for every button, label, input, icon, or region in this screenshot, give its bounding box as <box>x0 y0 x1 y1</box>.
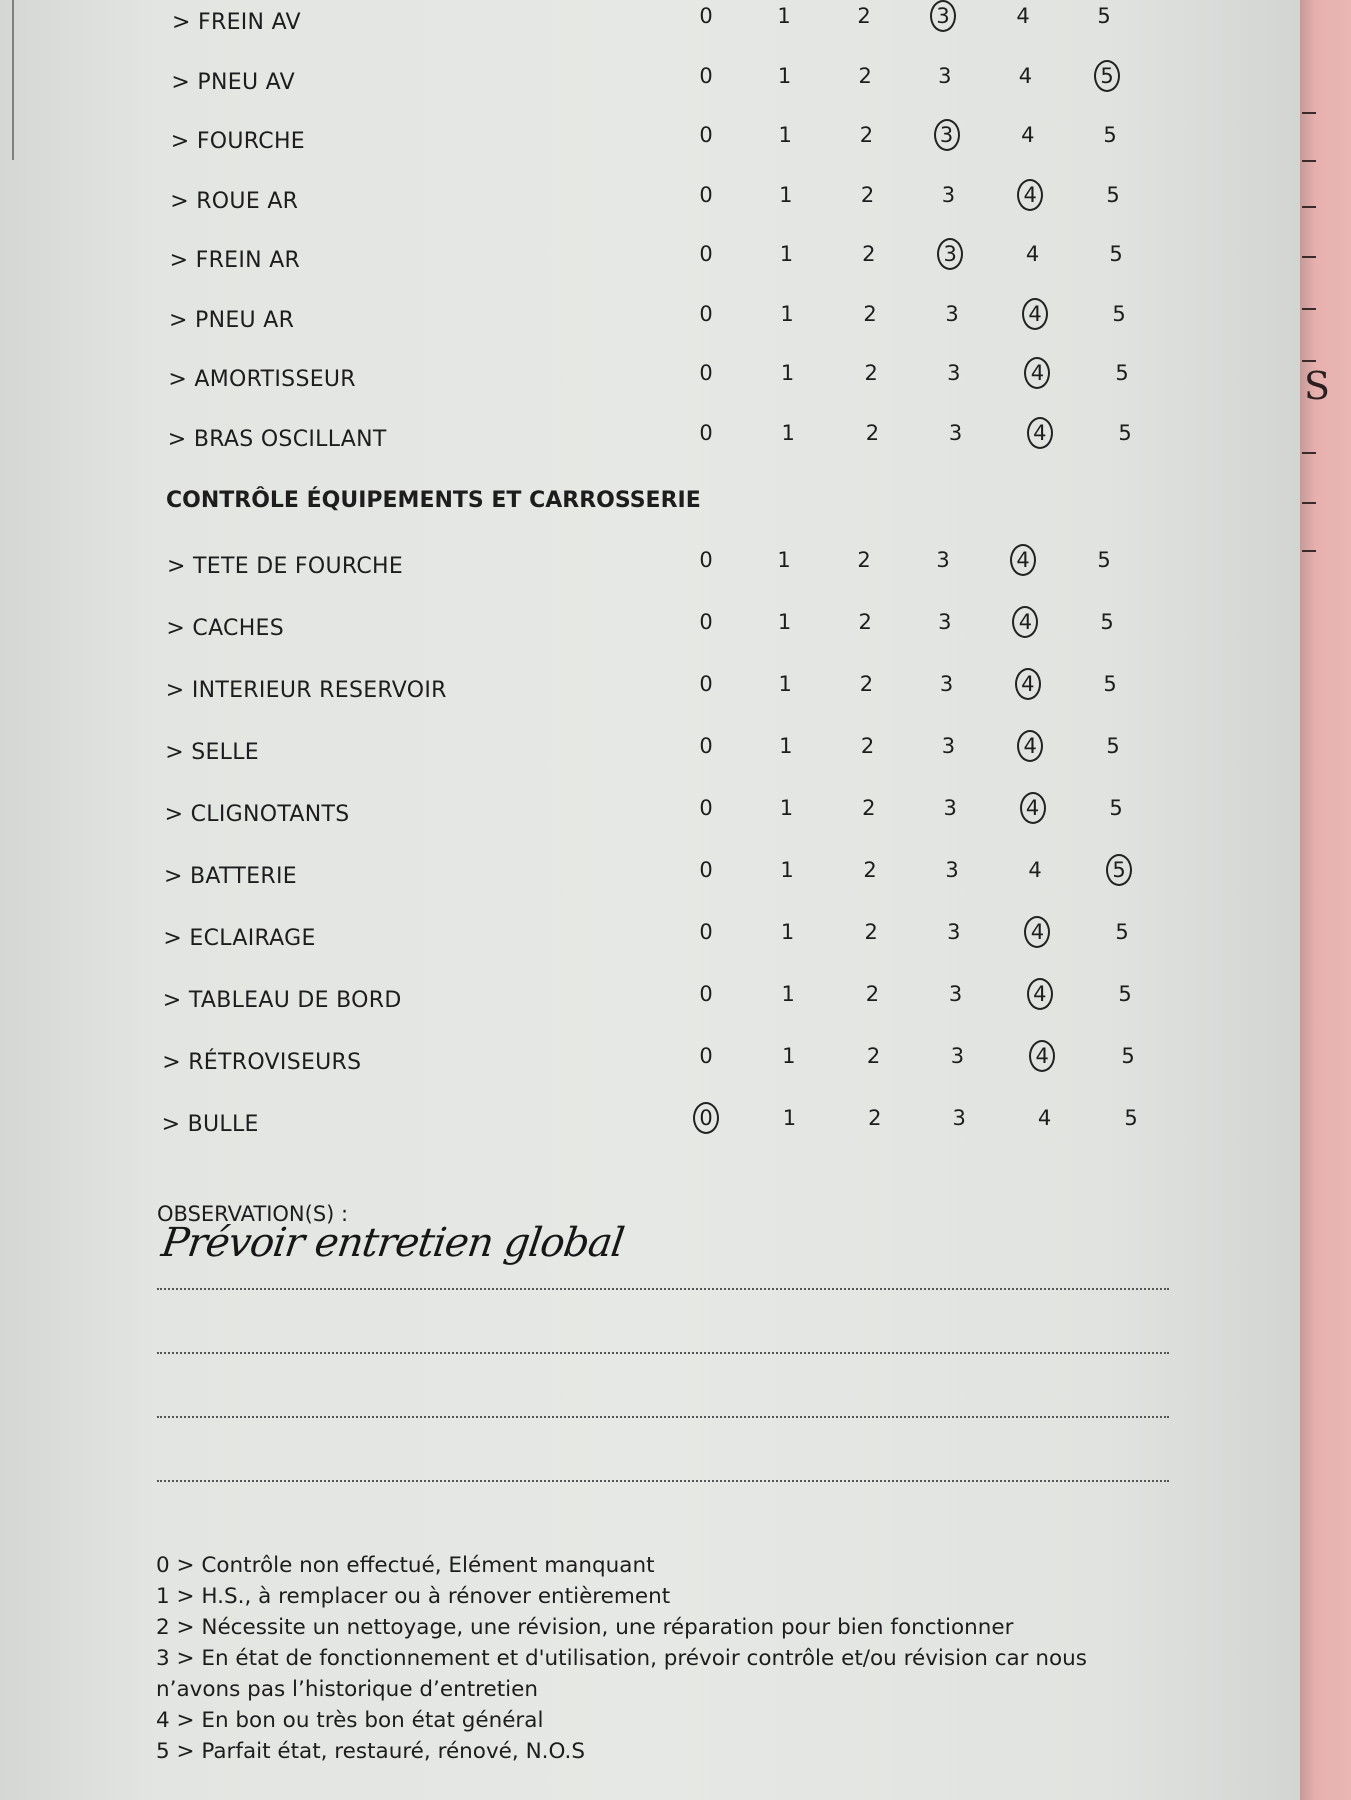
score-option: 2 <box>862 242 876 266</box>
score-option: 5 <box>1118 420 1132 445</box>
score-option: 2 <box>865 420 880 445</box>
score-option: 0 <box>699 920 713 944</box>
table-row <box>0 796 1300 836</box>
score-option: 0 <box>699 301 713 326</box>
table-row <box>0 858 1300 898</box>
score-option: 0 <box>699 420 713 445</box>
score-option: 4 <box>1015 668 1041 700</box>
legend-item-5: 5 > Parfait état, restauré, rénové, N.O.S <box>156 1739 586 1764</box>
score-option: 2 <box>868 1106 882 1130</box>
score-option: 0 <box>699 672 713 696</box>
pink-sheet-tick <box>1302 112 1316 114</box>
score-option: 1 <box>778 672 792 696</box>
score-option: 2 <box>859 672 874 696</box>
score-option: 1 <box>778 123 792 147</box>
score-option: 0 <box>699 796 713 820</box>
score-option: 3 <box>947 361 961 385</box>
score-option: 2 <box>862 796 876 820</box>
pink-sheet-mark: S <box>1304 364 1331 408</box>
score-option: 5 <box>1097 548 1111 572</box>
score-option: 0 <box>699 361 713 385</box>
score-option: 0 <box>699 548 713 572</box>
score-option: 5 <box>1112 301 1126 326</box>
table-row <box>0 4 1300 44</box>
score-option: 0 <box>699 1044 713 1068</box>
score-option: 3 <box>948 982 963 1006</box>
score-option: 3 <box>952 1106 966 1130</box>
score-option: 3 <box>945 858 959 882</box>
score-option: 3 <box>938 610 952 634</box>
score-option: 3 <box>947 920 961 944</box>
score-option: 5 <box>1094 60 1120 92</box>
table-row <box>0 920 1300 960</box>
score-option: 5 <box>1106 734 1120 758</box>
score-option: 5 <box>1109 796 1123 820</box>
score-option: 4 <box>1021 123 1035 147</box>
score-option: 2 <box>863 858 877 882</box>
score-option: 0 <box>699 734 713 758</box>
score-option: 5 <box>1115 920 1129 944</box>
score-option: 0 <box>699 4 713 28</box>
score-option: 0 <box>699 182 713 207</box>
score-option: 1 <box>780 920 795 944</box>
score-option: 1 <box>780 361 795 385</box>
legend-item-0: 0 > Contrôle non effectué, Elément manquant <box>156 1553 655 1578</box>
score-option: 4 <box>1010 544 1036 576</box>
row-label: > SELLE <box>165 740 259 765</box>
score-option: 3 <box>945 301 959 326</box>
score-option: 4 <box>1027 417 1053 449</box>
table-row <box>0 361 1300 401</box>
score-option: 5 <box>1103 672 1117 696</box>
observations-handwritten-text: Prévoir entretien global <box>158 1220 627 1266</box>
score-option: 4 <box>1012 606 1038 638</box>
table-row <box>0 1106 1300 1146</box>
row-label: > TETE DE FOURCHE <box>167 554 404 579</box>
score-option: 3 <box>950 1044 965 1068</box>
score-option: 1 <box>779 242 794 266</box>
score-option: 1 <box>781 420 795 445</box>
score-option: 5 <box>1103 123 1117 147</box>
row-label: > ROUE AR <box>170 188 299 214</box>
score-option: 1 <box>777 610 792 634</box>
score-option: 3 <box>939 672 954 696</box>
row-label: > FREIN AV <box>172 10 301 35</box>
dotted-line <box>157 1288 1169 1290</box>
pink-sheet-tick <box>1302 256 1316 258</box>
score-option: 4 <box>1029 1040 1055 1072</box>
score-option: 4 <box>1037 1106 1052 1130</box>
score-option: 1 <box>779 734 793 758</box>
legend-item-4: 4 > En bon ou très bon état général <box>156 1708 544 1733</box>
row-label: > BULLE <box>161 1112 259 1137</box>
row-label: > TABLEAU DE BORD <box>162 988 402 1013</box>
score-option: 3 <box>943 796 957 820</box>
row-label: > BATTERIE <box>164 864 297 889</box>
score-option: 5 <box>1106 854 1132 886</box>
score-option: 5 <box>1124 1106 1138 1130</box>
score-option: 1 <box>780 301 794 326</box>
score-option: 4 <box>1028 858 1042 882</box>
pink-sheet-tick <box>1302 360 1316 362</box>
score-option: 0 <box>699 858 713 882</box>
score-option: 1 <box>780 858 794 882</box>
pink-sheet-tick <box>1302 550 1316 552</box>
score-option: 4 <box>1027 978 1053 1010</box>
table-row <box>0 982 1300 1022</box>
row-label: > CACHES <box>166 616 285 641</box>
row-label: > INTERIEUR RESERVOIR <box>165 678 447 703</box>
score-option: 1 <box>779 182 793 207</box>
table-row <box>0 302 1300 342</box>
score-option: 0 <box>693 1102 719 1134</box>
score-option: 5 <box>1109 242 1123 266</box>
score-option: 2 <box>865 982 880 1006</box>
score-option: 4 <box>1020 792 1046 824</box>
dotted-line <box>157 1416 1169 1418</box>
score-option: 5 <box>1106 182 1120 207</box>
score-option: 1 <box>777 548 791 572</box>
score-option: 3 <box>941 182 956 207</box>
score-option: 5 <box>1121 1044 1135 1068</box>
score-option: 2 <box>857 4 871 28</box>
pink-sheet-tick <box>1302 452 1316 454</box>
row-label: > CLIGNOTANTS <box>164 802 350 827</box>
score-option: 2 <box>858 63 872 88</box>
score-option: 2 <box>860 734 875 758</box>
pink-sheet-tick <box>1302 308 1316 310</box>
score-option: 4 <box>1025 242 1040 266</box>
table-row <box>0 1044 1300 1084</box>
table-row <box>0 242 1300 282</box>
table-row <box>0 672 1300 712</box>
score-option: 1 <box>777 63 792 88</box>
score-option: 2 <box>860 182 875 207</box>
score-option: 4 <box>1024 357 1050 389</box>
table-row <box>0 610 1300 650</box>
score-option: 2 <box>859 123 874 147</box>
score-option: 1 <box>782 1106 797 1130</box>
row-label: > AMORTISSEUR <box>168 367 356 392</box>
score-option: 3 <box>941 734 956 758</box>
score-option: 3 <box>934 119 960 151</box>
score-option: 1 <box>782 1044 796 1068</box>
row-label: > PNEU AV <box>171 69 295 95</box>
score-option: 4 <box>1018 63 1033 88</box>
underlying-pink-sheet <box>1300 0 1351 1800</box>
score-option: 5 <box>1097 4 1111 28</box>
dotted-line <box>157 1352 1169 1354</box>
row-label: > RÉTROVISEURS <box>162 1050 362 1075</box>
score-option: 1 <box>781 982 795 1006</box>
pink-sheet-tick <box>1302 160 1316 162</box>
score-option: 0 <box>699 242 713 266</box>
legend-item-1: 1 > H.S., à remplacer ou à rénover entièrement <box>156 1584 671 1609</box>
score-option: 1 <box>779 796 794 820</box>
section-title: CONTRÔLE ÉQUIPEMENTS ET CARROSSERIE <box>166 488 701 513</box>
score-option: 2 <box>866 1044 881 1068</box>
legend-item-2: 2 > Nécessite un nettoyage, une révision, une réparation pour bien fonctionner <box>156 1615 1014 1640</box>
table-row <box>0 183 1300 223</box>
score-option: 4 <box>1017 730 1043 762</box>
score-option: 2 <box>857 548 871 572</box>
score-option: 1 <box>777 4 791 28</box>
score-option: 2 <box>863 301 877 326</box>
score-option: 0 <box>699 982 713 1006</box>
score-option: 3 <box>930 0 956 32</box>
score-option: 3 <box>936 548 950 572</box>
score-option: 3 <box>937 238 963 270</box>
score-option: 3 <box>938 63 952 88</box>
table-row <box>0 421 1300 461</box>
row-label: > ECLAIRAGE <box>163 926 316 951</box>
score-option: 4 <box>1022 298 1048 330</box>
score-option: 3 <box>948 420 963 445</box>
observations-label: OBSERVATION(S) : <box>157 1202 349 1226</box>
pink-sheet-tick <box>1302 502 1316 504</box>
table-row <box>0 548 1300 588</box>
score-option: 4 <box>1017 179 1043 211</box>
legend <box>156 1550 1156 1767</box>
score-option: 2 <box>864 361 878 385</box>
score-option: 2 <box>864 920 878 944</box>
score-option: 5 <box>1118 982 1132 1006</box>
pink-sheet-tick <box>1302 206 1316 208</box>
score-option: 4 <box>1016 4 1030 28</box>
score-option: 2 <box>858 610 872 634</box>
table-row <box>0 64 1300 104</box>
table-row <box>0 734 1300 774</box>
score-option: 0 <box>699 123 713 147</box>
score-option: 0 <box>699 610 713 634</box>
row-label: > FREIN AR <box>169 248 301 273</box>
row-label: > FOURCHE <box>170 129 305 154</box>
table-row <box>0 123 1300 163</box>
score-option: 0 <box>699 63 713 88</box>
score-option: 5 <box>1115 361 1129 385</box>
row-label: > BRAS OSCILLANT <box>167 426 387 452</box>
legend-item-3: 3 > En état de fonctionnement et d'utilisation, prévoir contrôle et/ou révision car nous n’avons pas l’historique d’entretien <box>156 1646 1087 1702</box>
score-option: 4 <box>1024 916 1050 948</box>
dotted-line <box>157 1480 1169 1482</box>
row-label: > PNEU AR <box>169 307 295 333</box>
score-option: 5 <box>1100 610 1114 634</box>
